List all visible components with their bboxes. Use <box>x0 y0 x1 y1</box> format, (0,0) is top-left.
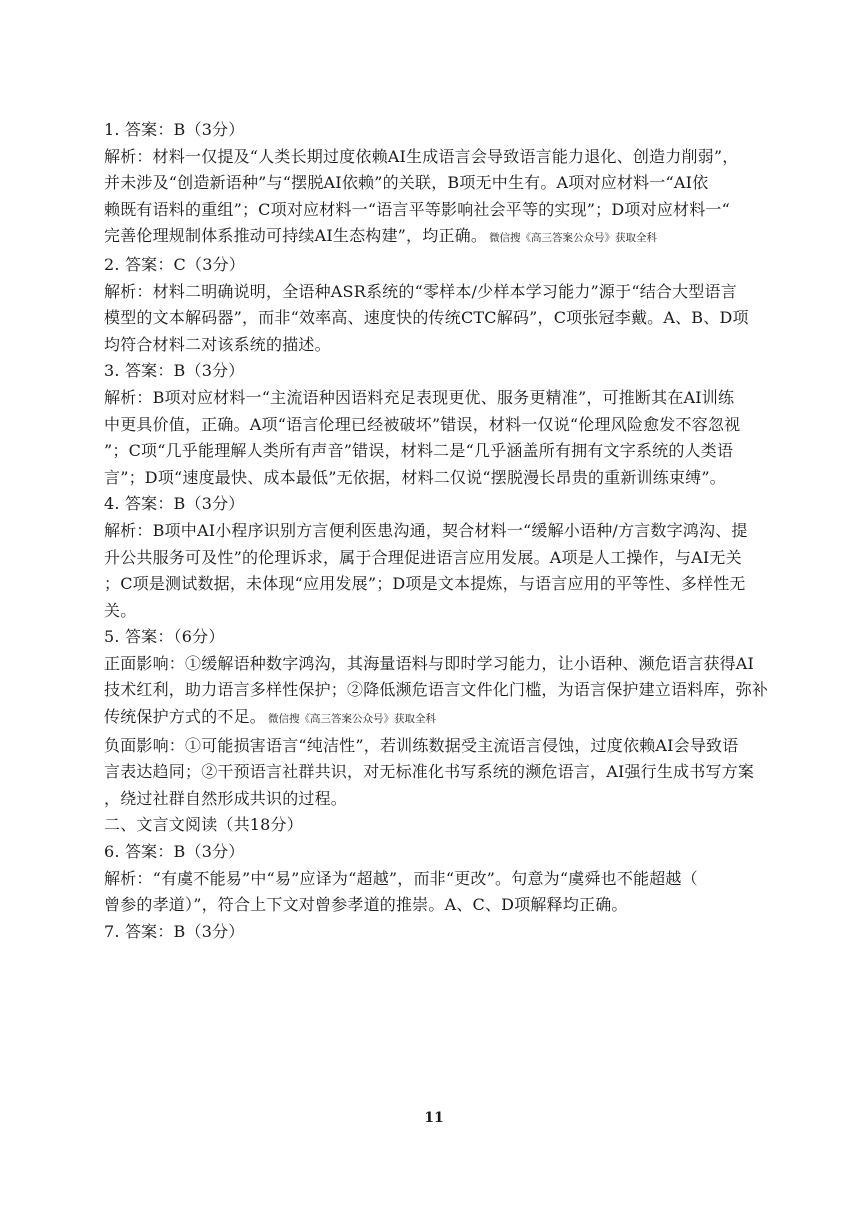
answer-text-body <box>104 117 769 945</box>
watermark-note: 微信搜《高三答案公众号》获取全科 <box>489 232 658 245</box>
line-text: 解析：材料一仅提及“人类长期过度依赖AI生成语言会导致语言能力退化、创造力削弱”， <box>104 146 739 166</box>
line-text: 正面影响：①缓解语种数字鸿沟，其海量语料与即时学习能力，让小语种、濒危语言获得AI <box>104 653 755 673</box>
line-text: 中更具价值，正确。A项“语言伦理已经被破坏”错误，材料一仅说“伦理风险愈发不容忽视 <box>104 414 741 434</box>
text-line <box>104 252 764 279</box>
text-line <box>104 733 764 760</box>
text-line <box>104 385 764 412</box>
text-line <box>104 624 764 651</box>
text-line <box>104 438 764 465</box>
line-text: 2. 答案：C（3分） <box>104 254 245 274</box>
text-line <box>104 279 764 306</box>
line-text: 并未涉及“创造新语种”与“摆脱AI依赖”的关联，B项无中生有。A项对应材料一“AI依 <box>104 173 709 193</box>
text-line <box>104 704 764 733</box>
text-line <box>104 812 764 839</box>
line-text: 5. 答案：（6分） <box>104 627 225 647</box>
text-line <box>104 223 764 252</box>
line-text: 关。 <box>104 600 137 620</box>
line-text: 解析：材料二明确说明，全语种ASR系统的“零样本/少样本学习能力”源于“结合大型语言 <box>104 281 737 301</box>
text-line <box>104 786 764 813</box>
line-text: 解析：B项中AI小程序识别方言便利医患沟通，契合材料一“缓解小语种/方言数字鸿沟、提 <box>104 520 748 540</box>
text-line <box>104 332 764 359</box>
line-text: 4. 答案：B（3分） <box>104 494 245 514</box>
line-text: 言”；D项“速度最快、成本最低”无依据，材料二仅说“摆脱漫长昂贵的重新训练束缚”。 <box>104 467 726 487</box>
line-text: 二、文言文阅读（共18分） <box>104 815 303 835</box>
line-text: 6. 答案：B（3分） <box>104 842 245 862</box>
text-line <box>104 518 764 545</box>
text-line <box>104 465 764 492</box>
line-text: 技术红利，助力语言多样性保护；②降低濒危语言文件化门槛，为语言保护建立语料库，弥补 <box>104 680 769 700</box>
text-line <box>104 866 764 893</box>
line-text: 1. 答案：B（3分） <box>104 120 245 139</box>
line-text: ”；C项“几乎能理解人类所有声音”错误，材料二是“几乎涵盖所有拥有文字系统的人类语 <box>104 441 734 461</box>
text-line <box>104 677 769 704</box>
text-line <box>104 651 764 678</box>
line-text: 解析：“有虞不能易”中“易”应译为“超越”，而非“更改”。句意为“虞舜也不能超越（ <box>104 868 698 888</box>
line-text: 言表达趋同；②干预语言社群共识，对无标准化书写系统的濒危语言，AI强行生成书写方案 <box>104 762 755 782</box>
text-line <box>104 491 764 518</box>
line-text: 解析：B项对应材料一“主流语种因语料充足表现更优、服务更精准”，可推断其在AI训练 <box>104 387 735 407</box>
line-text: 曾参的孝道）”，符合上下文对曾参孝道的推崇。A、C、D项解释均正确。 <box>104 895 628 915</box>
line-text: 3. 答案：B（3分） <box>104 361 245 381</box>
text-line <box>104 305 764 332</box>
line-text: 模型的文本解码器”，而非“效率高、速度快的传统CTC解码”，C项张冠李戴。A、B、D项 <box>104 308 749 328</box>
text-line <box>104 545 764 572</box>
text-line <box>104 144 764 171</box>
text-line <box>104 358 764 385</box>
line-text: 负面影响：①可能损害语言“纯洁性”，若训练数据受主流语言侵蚀，过度依赖AI会导致语 <box>104 735 739 755</box>
text-line <box>104 919 764 946</box>
text-line <box>104 412 764 439</box>
text-line <box>104 598 764 625</box>
text-line <box>104 117 764 144</box>
line-text: ；C项是测试数据，未体现“应用发展”；D项是文本提炼，与语言应用的平等性、多样性无 <box>104 574 746 594</box>
watermark-note: 微信搜《高三答案公众号》获取全科 <box>268 713 437 726</box>
text-line <box>104 839 764 866</box>
line-text: 完善伦理规制体系推动可持续AI生态构建”，均正确。 <box>104 226 488 246</box>
page-number: 11 <box>424 1110 444 1126</box>
text-line <box>104 170 764 197</box>
line-text: 均符合材料二对该系统的描述。 <box>104 334 331 354</box>
line-text: 升公共服务可及性”的伦理诉求，属于合理促进语言应用发展。A项是人工操作，与AI无关 <box>104 547 742 567</box>
line-text: 赖既有语料的重组”；C项对应材料一“语言平等影响社会平等的实现”；D项对应材料一“ <box>104 199 730 219</box>
text-line <box>104 571 764 598</box>
line-text: ，绕过社群自然形成共识的过程。 <box>104 788 348 808</box>
text-line <box>104 892 764 919</box>
line-text: 7. 答案：B（3分） <box>104 921 245 941</box>
text-line <box>104 759 764 786</box>
text-line <box>104 197 764 224</box>
line-text: 传统保护方式的不足。 <box>104 707 267 727</box>
